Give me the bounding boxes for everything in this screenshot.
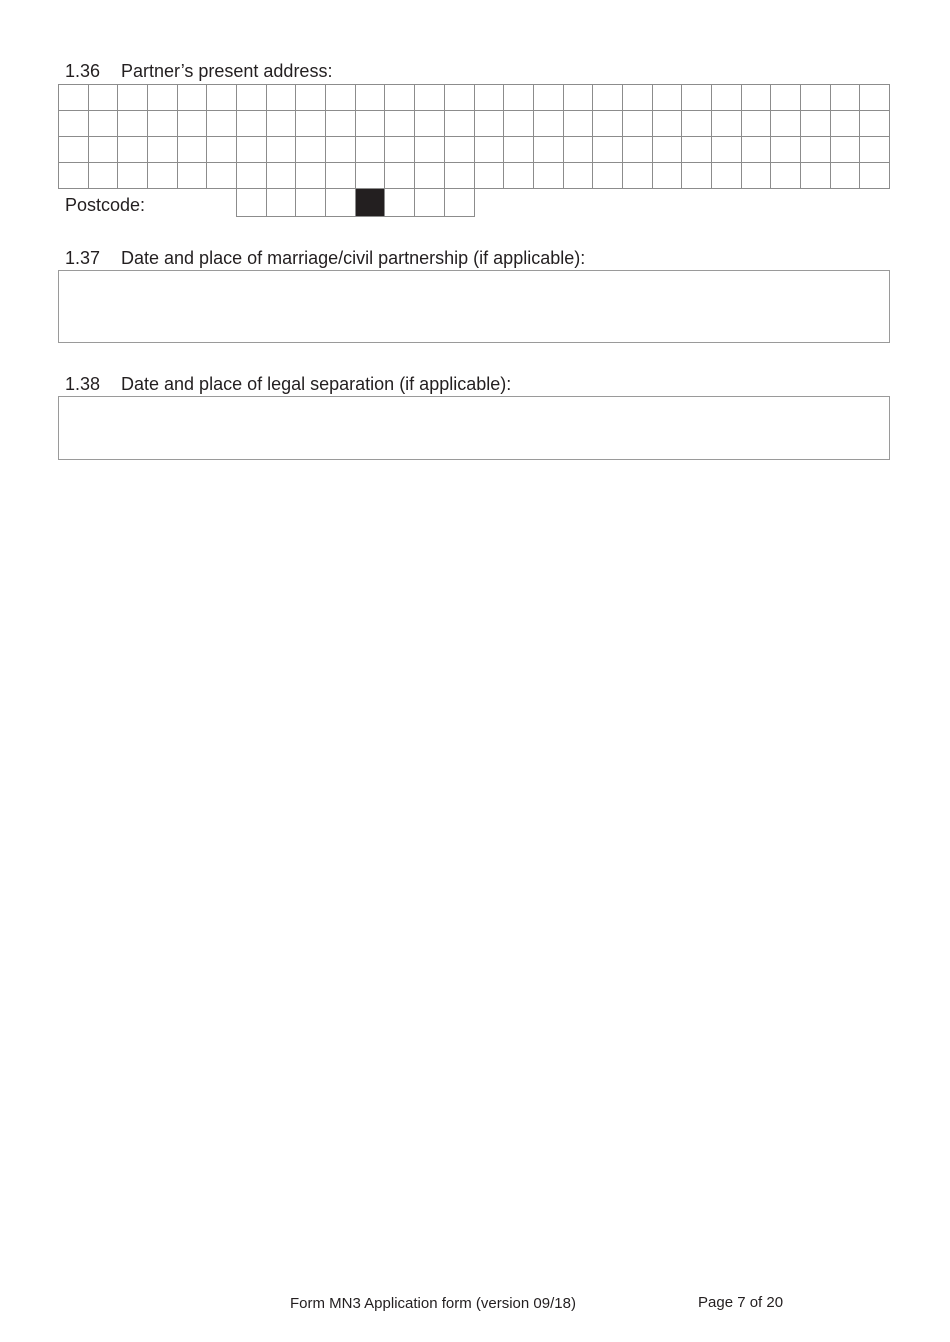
postcode-char-box[interactable] <box>385 189 415 217</box>
address-char-box[interactable] <box>475 137 505 163</box>
address-char-box[interactable] <box>178 111 208 137</box>
address-char-box[interactable] <box>59 137 89 163</box>
address-char-box[interactable] <box>178 137 208 163</box>
address-char-box[interactable] <box>534 163 564 189</box>
address-char-box[interactable] <box>237 111 267 137</box>
address-char-box[interactable] <box>267 137 297 163</box>
address-char-box[interactable] <box>534 137 564 163</box>
address-char-box[interactable] <box>385 163 415 189</box>
address-char-box[interactable] <box>860 137 890 163</box>
address-char-box[interactable] <box>89 163 119 189</box>
address-char-box[interactable] <box>148 137 178 163</box>
address-char-box[interactable] <box>326 85 356 111</box>
address-char-box[interactable] <box>623 137 653 163</box>
address-char-box[interactable] <box>593 163 623 189</box>
postcode-separator-box <box>356 189 386 217</box>
address-char-box[interactable] <box>623 85 653 111</box>
address-char-box[interactable] <box>207 137 237 163</box>
address-char-box[interactable] <box>831 111 861 137</box>
address-char-box[interactable] <box>682 137 712 163</box>
address-char-box[interactable] <box>445 85 475 111</box>
address-char-box[interactable] <box>742 111 772 137</box>
address-char-box[interactable] <box>148 163 178 189</box>
address-char-box[interactable] <box>564 137 594 163</box>
address-char-box[interactable] <box>742 85 772 111</box>
address-char-box[interactable] <box>356 85 386 111</box>
address-char-box[interactable] <box>801 85 831 111</box>
postcode-char-box[interactable] <box>267 189 297 217</box>
postcode-char-box[interactable] <box>445 189 475 217</box>
address-char-box[interactable] <box>831 137 861 163</box>
address-char-box[interactable] <box>682 163 712 189</box>
address-char-box[interactable] <box>771 85 801 111</box>
marriage-date-place-field[interactable] <box>58 270 890 343</box>
address-char-box[interactable] <box>59 85 89 111</box>
address-char-box[interactable] <box>326 163 356 189</box>
address-char-box[interactable] <box>504 85 534 111</box>
address-char-box[interactable] <box>593 85 623 111</box>
address-char-box[interactable] <box>89 137 119 163</box>
address-char-box[interactable] <box>326 137 356 163</box>
address-char-box[interactable] <box>712 85 742 111</box>
address-char-box[interactable] <box>178 163 208 189</box>
address-char-box[interactable] <box>860 111 890 137</box>
footer-form-name: Form MN3 Application form (version 09/18) <box>290 1295 576 1312</box>
address-char-box[interactable] <box>475 163 505 189</box>
address-char-box[interactable] <box>653 85 683 111</box>
address-char-box[interactable] <box>89 85 119 111</box>
postcode-grid[interactable] <box>236 189 475 217</box>
address-char-box[interactable] <box>207 85 237 111</box>
postcode-char-box[interactable] <box>326 189 356 217</box>
address-char-box[interactable] <box>801 111 831 137</box>
question-number: 1.38 <box>65 374 101 394</box>
address-char-box[interactable] <box>682 85 712 111</box>
address-char-box[interactable] <box>534 111 564 137</box>
address-char-box[interactable] <box>712 137 742 163</box>
address-char-box[interactable] <box>118 137 148 163</box>
postcode-char-box[interactable] <box>415 189 445 217</box>
address-char-box[interactable] <box>296 111 326 137</box>
address-char-box[interactable] <box>385 85 415 111</box>
address-char-box[interactable] <box>326 111 356 137</box>
postcode-char-box[interactable] <box>296 189 326 217</box>
address-char-box[interactable] <box>237 85 267 111</box>
address-char-box[interactable] <box>593 111 623 137</box>
address-char-box[interactable] <box>771 137 801 163</box>
address-char-box[interactable] <box>385 137 415 163</box>
address-char-box[interactable] <box>415 85 445 111</box>
question-text: Date and place of marriage/civil partnership (if applicable): <box>121 248 586 268</box>
address-char-box[interactable] <box>267 85 297 111</box>
address-char-box[interactable] <box>623 111 653 137</box>
address-char-box[interactable] <box>207 111 237 137</box>
address-char-box[interactable] <box>653 111 683 137</box>
address-char-box[interactable] <box>831 163 861 189</box>
address-char-box[interactable] <box>356 137 386 163</box>
address-char-box[interactable] <box>445 137 475 163</box>
address-char-box[interactable] <box>534 85 564 111</box>
question-1-37-label <box>65 248 585 268</box>
question-text: Date and place of legal separation (if applicable): <box>121 374 512 394</box>
address-char-box[interactable] <box>742 163 772 189</box>
address-char-box[interactable] <box>860 85 890 111</box>
address-char-box[interactable] <box>178 85 208 111</box>
address-char-box[interactable] <box>118 111 148 137</box>
address-char-box[interactable] <box>118 85 148 111</box>
address-char-box[interactable] <box>415 163 445 189</box>
question-number: 1.37 <box>65 248 101 268</box>
address-char-box[interactable] <box>653 137 683 163</box>
address-char-box[interactable] <box>564 111 594 137</box>
partner-address-grid[interactable] <box>58 84 890 189</box>
address-char-box[interactable] <box>296 163 326 189</box>
address-char-box[interactable] <box>504 137 534 163</box>
address-char-box[interactable] <box>267 163 297 189</box>
address-char-box[interactable] <box>504 163 534 189</box>
address-char-box[interactable] <box>148 111 178 137</box>
address-char-box[interactable] <box>356 163 386 189</box>
address-char-box[interactable] <box>742 137 772 163</box>
address-char-box[interactable] <box>771 163 801 189</box>
address-char-box[interactable] <box>564 85 594 111</box>
address-char-box[interactable] <box>415 111 445 137</box>
postcode-char-box[interactable] <box>237 189 267 217</box>
address-char-box[interactable] <box>237 137 267 163</box>
address-char-box[interactable] <box>445 163 475 189</box>
address-char-box[interactable] <box>118 163 148 189</box>
address-char-box[interactable] <box>712 163 742 189</box>
address-char-box[interactable] <box>831 85 861 111</box>
address-char-box[interactable] <box>771 111 801 137</box>
address-char-box[interactable] <box>59 163 89 189</box>
question-1-38-label <box>65 374 511 394</box>
address-char-box[interactable] <box>296 137 326 163</box>
address-char-box[interactable] <box>860 163 890 189</box>
address-char-box[interactable] <box>267 111 297 137</box>
separation-date-place-field[interactable] <box>58 396 890 460</box>
address-char-box[interactable] <box>59 111 89 137</box>
address-char-box[interactable] <box>475 111 505 137</box>
address-char-box[interactable] <box>682 111 712 137</box>
address-char-box[interactable] <box>237 163 267 189</box>
address-char-box[interactable] <box>801 137 831 163</box>
address-char-box[interactable] <box>475 85 505 111</box>
question-number: 1.36 <box>65 61 101 81</box>
address-char-box[interactable] <box>89 111 119 137</box>
address-char-box[interactable] <box>296 85 326 111</box>
address-char-box[interactable] <box>564 163 594 189</box>
address-char-box[interactable] <box>623 163 653 189</box>
address-char-box[interactable] <box>415 137 445 163</box>
address-char-box[interactable] <box>207 163 237 189</box>
address-char-box[interactable] <box>653 163 683 189</box>
address-char-box[interactable] <box>356 111 386 137</box>
address-char-box[interactable] <box>148 85 178 111</box>
address-char-box[interactable] <box>801 163 831 189</box>
postcode-label: Postcode: <box>65 195 146 215</box>
address-char-box[interactable] <box>712 111 742 137</box>
question-1-36-label <box>65 61 332 81</box>
address-char-box[interactable] <box>504 111 534 137</box>
question-text: Partner’s present address: <box>121 61 333 81</box>
footer-page-number: Page 7 of 20 <box>698 1294 784 1311</box>
address-char-box[interactable] <box>593 137 623 163</box>
address-char-box[interactable] <box>445 111 475 137</box>
address-char-box[interactable] <box>385 111 415 137</box>
